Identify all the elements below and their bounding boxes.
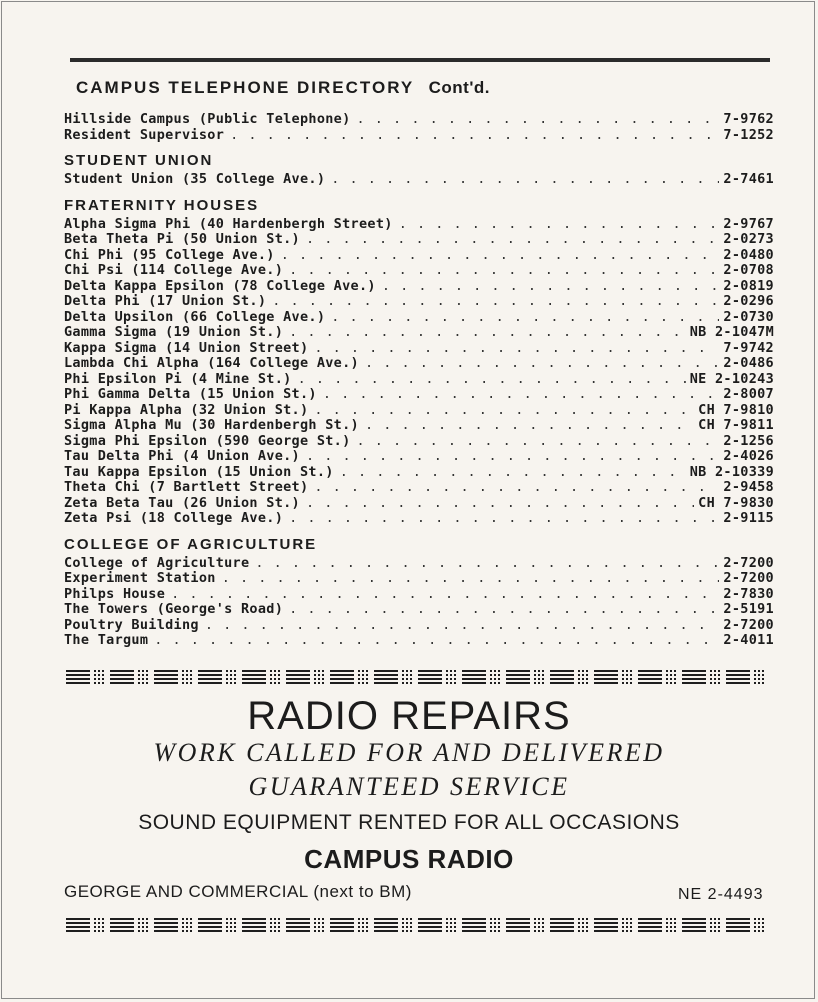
directory-entry	[64, 571, 774, 587]
leader-dots	[306, 449, 719, 465]
leader-dots	[306, 496, 694, 512]
entry-phone-number: 2-7200	[723, 554, 774, 571]
directory-entry	[64, 356, 774, 372]
leader-dots	[314, 341, 719, 357]
leader-dots	[171, 587, 719, 603]
directory-entry	[64, 294, 774, 310]
entry-phone-number: 2-7461	[723, 171, 774, 187]
entry-name: Phi Epsilon Pi (4 Mine St.)	[64, 370, 292, 387]
entry-name: Sigma Phi Epsilon (590 George St.)	[64, 432, 351, 449]
directory-entry	[64, 310, 774, 326]
entry-phone-number: CH 7-9830	[698, 494, 774, 511]
page-title	[76, 78, 490, 98]
entry-name: Beta Theta Pi (50 Union St.)	[64, 231, 300, 247]
entry-phone-number: NB 2-1047M	[689, 324, 774, 340]
entry-name: Experiment Station	[64, 570, 216, 586]
entry-phone-number: 2-0273	[723, 231, 774, 247]
directory-list	[64, 112, 774, 656]
entry-phone-number: CH 7-9811	[698, 417, 774, 433]
entry-name: Delta Phi (17 Union St.)	[64, 293, 267, 309]
directory-entry	[64, 325, 774, 341]
leader-dots	[399, 217, 720, 233]
leader-dots	[289, 511, 719, 527]
entry-phone-number: 2-4011	[723, 632, 774, 648]
section-heading: STUDENT UNION	[64, 152, 214, 169]
leader-dots	[298, 372, 686, 388]
entry-name: Tau Kappa Epsilon (15 Union St.)	[64, 463, 334, 480]
leader-dots	[281, 248, 720, 264]
directory-entry	[64, 128, 774, 144]
directory-entry	[64, 263, 774, 279]
entry-name: Zeta Beta Tau (26 Union St.)	[64, 494, 300, 511]
entry-phone-number: 2-0730	[723, 308, 774, 325]
leader-dots	[357, 434, 720, 450]
entry-phone-number: NB 2-10339	[689, 463, 774, 480]
leader-dots	[255, 556, 719, 572]
directory-entry	[64, 172, 774, 188]
leader-dots	[154, 633, 719, 649]
ad-address: GEORGE AND COMMERCIAL (next to BM)	[64, 882, 412, 901]
entry-name: Philps House	[64, 585, 166, 602]
entry-name: Student Union (35 College Ave.)	[64, 171, 326, 187]
directory-entry	[64, 372, 774, 388]
entry-phone-number: 2-0708	[723, 262, 774, 278]
directory-section	[64, 150, 774, 188]
decorative-border-bottom	[64, 918, 769, 932]
entry-phone-number: CH 7-9810	[698, 401, 774, 418]
entry-name: Theta Chi (7 Bartlett Street)	[64, 479, 309, 495]
directory-entry	[64, 217, 774, 233]
entry-name: Delta Kappa Epsilon (78 College Ave.)	[64, 277, 376, 294]
directory-section	[64, 195, 774, 527]
continued-label: Cont'd.	[428, 78, 490, 97]
leader-dots	[331, 310, 719, 326]
entry-phone-number: 2-9767	[723, 215, 774, 232]
leader-dots	[314, 480, 719, 496]
entry-phone-number: 2-9458	[723, 479, 774, 495]
entry-name: Hillside Campus (Public Telephone)	[64, 111, 351, 127]
directory-entry	[64, 633, 774, 649]
entry-name: Poultry Building	[64, 616, 199, 633]
entry-phone-number: 7-1252	[723, 126, 774, 143]
leader-dots	[306, 232, 719, 248]
leader-dots	[323, 387, 720, 403]
directory-entry	[64, 496, 774, 512]
entry-name: The Targum	[64, 632, 149, 648]
section-heading: FRATERNITY HOUSES	[64, 196, 260, 214]
directory-entry	[64, 418, 774, 434]
entry-name: Zeta Psi (18 College Ave.)	[64, 510, 284, 526]
entry-name: Delta Upsilon (66 College Ave.)	[64, 308, 326, 325]
section-heading: COLLEGE OF AGRICULTURE	[64, 535, 318, 553]
leader-dots	[357, 112, 720, 128]
entry-name: Lambda Chi Alpha (164 College Ave.)	[64, 355, 359, 371]
directory-entry	[64, 341, 774, 357]
entry-name: Resident Supervisor	[64, 126, 225, 143]
entry-name: Chi Psi (114 College Ave.)	[64, 262, 284, 278]
directory-entry	[64, 248, 774, 264]
entry-phone-number: 2-0819	[723, 277, 774, 294]
leader-dots	[340, 465, 686, 481]
entry-phone-number: 2-7830	[723, 585, 774, 602]
entry-phone-number: 2-0486	[723, 355, 774, 371]
entry-name: Chi Phi (95 College Ave.)	[64, 246, 275, 263]
leader-dots	[331, 172, 719, 188]
entry-phone-number: 7-9762	[723, 111, 774, 127]
directory-entry	[64, 449, 774, 465]
entry-phone-number: NE 2-10243	[689, 370, 774, 387]
top-rule	[70, 58, 770, 62]
ad-business-name: CAMPUS RADIO	[304, 844, 514, 874]
ad-tagline-2: GUARANTEED SERVICE	[248, 772, 570, 801]
directory-entry	[64, 587, 774, 603]
directory-entry	[64, 602, 774, 618]
entry-name: Pi Kappa Alpha (32 Union St.)	[64, 401, 309, 418]
directory-entry	[64, 556, 774, 572]
entry-phone-number: 7-9742	[723, 339, 774, 356]
entry-name: Gamma Sigma (19 Union St.)	[64, 324, 284, 340]
entry-name: Alpha Sigma Phi (40 Hardenbergh Street)	[64, 215, 393, 232]
leader-dots	[365, 356, 719, 372]
leader-dots	[205, 618, 720, 634]
directory-entry	[64, 403, 774, 419]
entry-phone-number: 2-1256	[723, 432, 774, 449]
entry-name: Phi Gamma Delta (15 Union St.)	[64, 386, 317, 402]
directory-entry	[64, 480, 774, 496]
leader-dots	[289, 602, 719, 618]
entry-phone-number: 2-7200	[723, 570, 774, 586]
decorative-border-top	[64, 670, 769, 684]
leader-dots	[365, 418, 694, 434]
directory-section	[64, 112, 774, 143]
leader-dots	[289, 263, 719, 279]
leader-dots	[272, 294, 719, 310]
directory-entry	[64, 112, 774, 128]
entry-name: The Towers (George's Road)	[64, 601, 284, 617]
leader-dots	[222, 571, 720, 587]
entry-phone-number: 2-7200	[723, 616, 774, 633]
entry-phone-number: 2-9115	[723, 510, 774, 526]
directory-entry	[64, 232, 774, 248]
directory-entry	[64, 434, 774, 450]
entry-phone-number: 2-0480	[723, 246, 774, 263]
entry-name: Kappa Sigma (14 Union Street)	[64, 339, 309, 356]
leader-dots	[289, 325, 686, 341]
ad-tagline-3: SOUND EQUIPMENT RENTED FOR ALL OCCASIONS	[138, 811, 680, 834]
entry-name: Sigma Alpha Mu (30 Hardenbergh St.)	[64, 417, 359, 433]
ad-phone: NE 2-4493	[678, 886, 764, 903]
entry-phone-number: 2-8007	[723, 386, 774, 402]
directory-entry	[64, 465, 774, 481]
directory-section	[64, 534, 774, 649]
entry-name: Tau Delta Phi (4 Union Ave.)	[64, 448, 300, 464]
leader-dots	[230, 128, 719, 144]
entry-phone-number: 2-0296	[723, 293, 774, 309]
directory-entry	[64, 511, 774, 527]
directory-entry	[64, 387, 774, 403]
entry-phone-number: 2-4026	[723, 448, 774, 464]
directory-title: CAMPUS TELEPHONE DIRECTORY	[76, 78, 414, 97]
leader-dots	[382, 279, 720, 295]
ad-tagline-1: WORK CALLED FOR AND DELIVERED	[153, 738, 665, 767]
directory-entry	[64, 279, 774, 295]
entry-phone-number: 2-5191	[723, 601, 774, 617]
entry-name: College of Agriculture	[64, 554, 250, 571]
leader-dots	[314, 403, 694, 419]
ad-title: RADIO REPAIRS	[247, 694, 571, 738]
directory-entry	[64, 618, 774, 634]
